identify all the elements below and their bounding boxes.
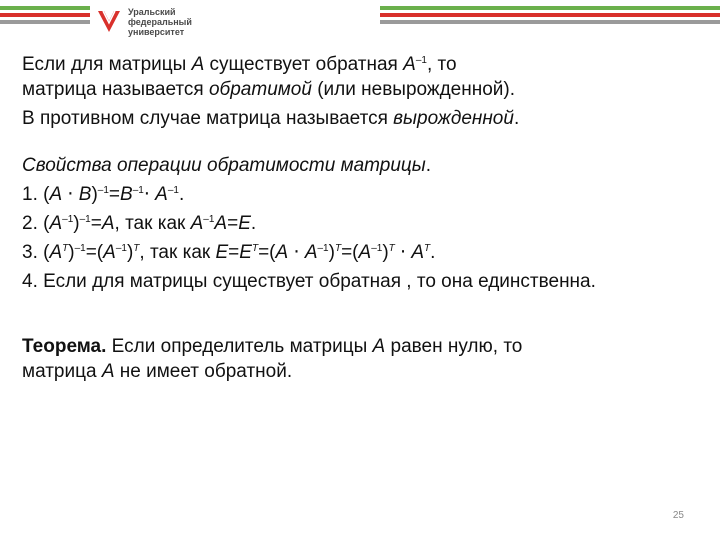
property-1 xyxy=(22,182,702,207)
theorem-line-2 xyxy=(22,359,702,384)
text-span: В противном случае матрица называется xyxy=(22,108,394,129)
t: –1 xyxy=(62,214,74,225)
t: –1 xyxy=(97,185,109,196)
t: ) xyxy=(328,242,335,263)
t: 3. ( xyxy=(22,242,50,263)
t: –1 xyxy=(115,243,127,254)
urfu-logo-icon xyxy=(96,8,122,34)
t: A xyxy=(190,213,204,234)
slide-content xyxy=(22,52,702,384)
properties-title-text: Свойства операции обратимости матрицы xyxy=(22,155,426,176)
t: E xyxy=(238,213,251,234)
t: ⋅ xyxy=(143,184,156,205)
t: A xyxy=(275,242,289,263)
t: T xyxy=(424,243,431,254)
t: ) xyxy=(382,242,389,263)
t: , так как xyxy=(114,213,191,234)
t: ⋅ xyxy=(394,242,412,263)
t: =( xyxy=(85,242,104,263)
t: ⋅ xyxy=(288,242,305,263)
t: T xyxy=(133,243,140,254)
t: B xyxy=(120,184,133,205)
text-span: , то xyxy=(426,54,457,75)
t: матрица xyxy=(22,361,102,382)
text-span: . xyxy=(425,155,432,176)
t: –1 xyxy=(79,214,91,225)
logo-block xyxy=(90,0,380,42)
text-span: матрица называется xyxy=(22,79,209,100)
definition-line-2 xyxy=(22,77,702,102)
superscript: –1 xyxy=(415,55,427,66)
t: . xyxy=(178,184,185,205)
t: A xyxy=(101,361,115,382)
t: A xyxy=(372,336,386,357)
term-invertible: обратимой xyxy=(208,79,312,100)
t: –1 xyxy=(317,243,329,254)
t: =( xyxy=(341,242,359,263)
logo-line: Уральский xyxy=(128,7,176,17)
t: A xyxy=(101,213,115,234)
t: ⋅ xyxy=(62,184,79,205)
t: = xyxy=(108,184,120,205)
matrix-symbol: A xyxy=(191,54,205,75)
t: . xyxy=(250,213,257,234)
t: –1 xyxy=(203,214,215,225)
t: ) xyxy=(73,213,80,234)
t: A xyxy=(155,184,168,205)
t: 2. ( xyxy=(22,213,50,234)
theorem-label: Теорема. xyxy=(22,336,107,357)
logo-line: университет xyxy=(128,27,185,37)
t: Если определитель матрицы xyxy=(106,336,373,357)
t: =( xyxy=(258,242,276,263)
t: A xyxy=(214,213,228,234)
t: –1 xyxy=(371,243,383,254)
t: T xyxy=(388,243,395,254)
t: –1 xyxy=(132,185,144,196)
t: –1 xyxy=(167,185,179,196)
page-number: 25 xyxy=(672,510,684,521)
t: T xyxy=(251,243,259,254)
property-4: 4. Если для матрицы существует обратная , то она единственна. xyxy=(22,271,596,292)
t: A xyxy=(304,242,318,263)
property-2 xyxy=(22,211,702,236)
t: E xyxy=(239,242,252,263)
t: , так как xyxy=(139,242,216,263)
t: . xyxy=(430,242,436,263)
definition-line-3 xyxy=(22,106,702,131)
t: A xyxy=(49,184,63,205)
properties-title xyxy=(22,153,702,178)
term-singular: вырожденной xyxy=(393,108,514,129)
t: = xyxy=(228,242,240,263)
t: B xyxy=(78,184,92,205)
logo-line: федеральный xyxy=(128,17,192,27)
theorem-line-1 xyxy=(22,334,702,359)
t: A xyxy=(103,242,116,263)
t: A xyxy=(411,242,425,263)
t: E xyxy=(215,242,229,263)
t: A xyxy=(358,242,372,263)
t: ) xyxy=(91,184,98,205)
t: A xyxy=(49,242,63,263)
university-name xyxy=(128,7,192,37)
text-span: . xyxy=(513,108,520,129)
t: A xyxy=(49,213,63,234)
t: 1. ( xyxy=(22,184,50,205)
t: равен нулю, то xyxy=(385,336,523,357)
text-span: существует обратная xyxy=(204,54,404,75)
t: –1 xyxy=(74,243,86,254)
t: ) xyxy=(68,242,75,263)
matrix-symbol: A xyxy=(403,54,416,75)
t: = xyxy=(90,213,102,234)
text-span: (или невырожденной). xyxy=(311,79,515,100)
t: T xyxy=(62,243,69,254)
t: не имеет обратной. xyxy=(114,361,293,382)
property-3 xyxy=(22,240,702,265)
t: ) xyxy=(126,242,134,263)
t: T xyxy=(334,243,342,254)
t: = xyxy=(227,213,239,234)
definition-line-1 xyxy=(22,52,702,77)
text-span: Если для матрицы xyxy=(22,54,192,75)
